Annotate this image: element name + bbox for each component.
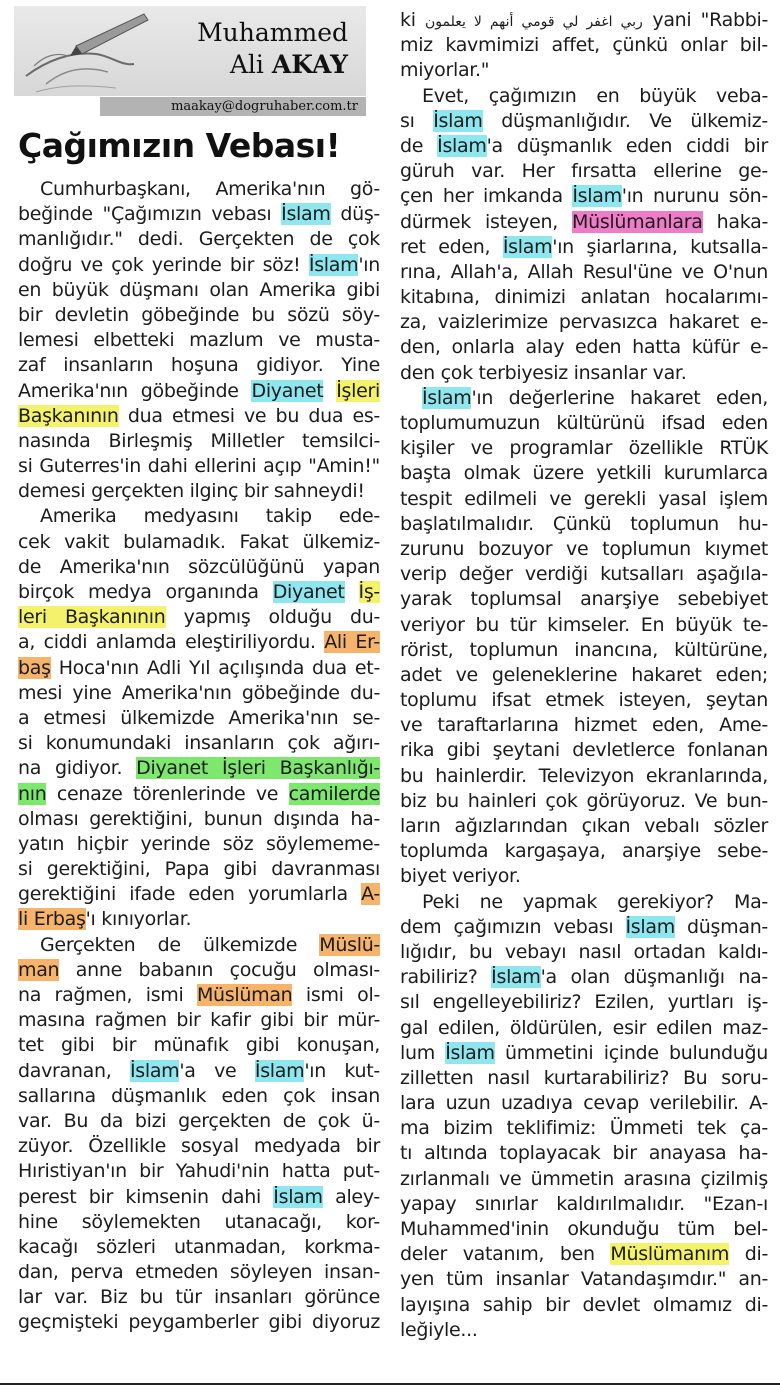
highlighted-term: İslam (572, 185, 622, 208)
highlighted-term: İslam (433, 109, 483, 132)
text-span: yapmış olduğu du- (165, 606, 381, 629)
text-span: toplumu ifsat etmek isteyen, şeytan (400, 689, 768, 712)
text-line (18, 882, 380, 907)
text-line (18, 1185, 380, 1210)
text-line (400, 487, 768, 512)
text-line (400, 789, 768, 814)
text-span: lığıdır, bu vebayı nasıl ortadan kaldı- (400, 940, 768, 963)
text-span: çen her imkanda (400, 185, 573, 208)
text-line (400, 109, 768, 134)
text-line (400, 512, 768, 537)
text-span: lar var. Biz bu tür insanları görünce (18, 1286, 380, 1309)
text-line (400, 965, 768, 990)
text-span: toplumumuzun kültürünü ifsad eden (400, 412, 768, 434)
text-line (18, 756, 380, 781)
text-span: ismi ol- (292, 984, 380, 1006)
text-span: hine söylemekten utanacağı, kor- (18, 1210, 380, 1233)
text-span: nasında Birleşmiş Milletler temsilci- (18, 429, 380, 452)
text-span: rörist, toplumun inancına, kültürüne, (400, 638, 768, 661)
text-span: güruh var. Her fırsatta ellerine ge- (400, 160, 768, 183)
text-line (18, 681, 380, 706)
text-line (18, 1260, 380, 1285)
text-span: 'a olan düşmanlığı na- (540, 966, 768, 989)
text-line (400, 436, 768, 461)
highlighted-term: leri Başkanının (18, 606, 166, 629)
text-line (18, 1033, 380, 1058)
text-span: verip değer verdiği kutsalları aşağıla- (400, 563, 768, 586)
text-line (400, 310, 768, 335)
text-span: gerektiğini ifade eden yorumlarla (18, 883, 362, 906)
text-line (18, 177, 380, 202)
text-span: var. Bu da bizi gerçekten de çok ü- (18, 1109, 380, 1132)
text-span: masına rağmen bir kafir gibi bir mür- (18, 1009, 380, 1032)
highlighted-term: Diyanet (272, 581, 345, 603)
columnist-header (14, 6, 366, 118)
text-span: 'ın değerlerine hakaret eden, (471, 386, 768, 409)
text-span: düşman- (674, 915, 768, 938)
text-span: anne babanın çocuğu olması- (59, 958, 380, 981)
text-line (18, 303, 380, 328)
text-span: yarak toplumsal anarşiye sebebiyet (400, 588, 768, 611)
text-line (400, 990, 768, 1015)
text-line (400, 814, 768, 839)
text-span (323, 380, 336, 402)
text-span: dem çağımızın vebası (400, 915, 626, 938)
text-line (400, 537, 768, 562)
highlighted-term: İslam (422, 386, 472, 409)
text-span: toplumda kargaşaya, anarşiye sebe- (400, 840, 768, 863)
text-span: yani "Rabbi- (642, 9, 769, 31)
text-line (400, 1318, 768, 1343)
text-line (400, 8, 768, 33)
text-line (400, 159, 768, 184)
text-span: sı (400, 109, 434, 132)
text-span: tespit edilmeli ve gerekli yasal işlem (400, 487, 768, 510)
highlighted-term: Müslümanlara (571, 210, 703, 233)
text-line (18, 278, 380, 303)
text-line (400, 58, 768, 83)
text-span: perest bir kimsenin dahi (18, 1185, 274, 1208)
text-span: za, vaizlerimize pervasızca hakaret e- (400, 311, 768, 334)
text-span: züyor. Özellikle sosyal medyada bir (18, 1135, 380, 1158)
text-line (18, 1109, 380, 1134)
text-line (18, 479, 380, 504)
text-line (18, 530, 380, 555)
text-span: tı altında toplayacak bir anayasa ha- (400, 1142, 768, 1165)
highlighted-term: nın (18, 782, 47, 805)
text-line (400, 335, 768, 360)
text-span: kacağı sözleri utanmadan, korkma- (18, 1235, 380, 1258)
text-line (18, 907, 380, 932)
highlighted-term: man (18, 958, 60, 981)
text-line (400, 411, 768, 436)
text-span: rika gibi şeytani devletlerce fonlanan (400, 739, 768, 762)
text-line (18, 656, 380, 681)
text-line (18, 605, 380, 630)
highlighted-term: Başkanının (18, 404, 119, 427)
text-span: layışına sahip bir devlet olmamız di- (400, 1293, 768, 1316)
highlighted-term: İslam (129, 1059, 180, 1082)
text-span: si gerektiğini, Papa gibi davranması (18, 858, 380, 881)
text-line (18, 1210, 380, 1235)
text-line (18, 253, 380, 278)
text-line (18, 807, 380, 832)
text-span: zilletten nasıl kurtarabiliriz? Bu soru- (400, 1066, 768, 1089)
text-span: yatın hiçbir yerinde söz söylememe- (18, 832, 380, 855)
text-span: miz kavmimizi affet, çünkü onlar bil- (400, 34, 768, 57)
highlighted-term: İslam (308, 253, 359, 276)
text-span: veriyor bu tür kimseler. En büyük te- (400, 613, 768, 636)
text-span: di- (729, 1243, 768, 1266)
text-span: leğiyle... (400, 1318, 478, 1341)
text-line (400, 285, 768, 310)
highlighted-term: İslam (273, 1185, 323, 1208)
text-span: lara uzun uzadıya cevap verilebilir. A- (400, 1092, 768, 1115)
highlighted-term: Ali Er- (324, 631, 380, 654)
text-line (18, 983, 380, 1008)
highlighted-term: A- (361, 883, 380, 906)
text-span: rabiliriz? (400, 966, 492, 989)
text-line (18, 958, 380, 983)
text-line (18, 379, 380, 404)
author-given-name: Ali (229, 50, 272, 79)
text-line (18, 1159, 380, 1184)
text-span: na gidiyor. (18, 757, 137, 780)
article-headline: Çağımızın Vebası! (18, 126, 341, 165)
highlighted-term: Diyanet İşleri Başkanlığı- (136, 757, 380, 780)
highlighted-term: İslam (625, 915, 675, 938)
text-span: Amerika medyasını takip ede- (40, 505, 380, 528)
text-span: 'ı kınıyorlar. (85, 908, 192, 931)
text-span: si konumundaki insanların çok ağırı- (18, 732, 380, 755)
text-line (400, 713, 768, 738)
text-span: yen tüm insanlar Vatandaşımdır." an- (400, 1268, 768, 1291)
text-line (18, 1084, 380, 1109)
text-line (400, 890, 768, 915)
text-line (400, 1217, 768, 1242)
text-span: mesi yine Amerika'nın göbeğinde du- (18, 681, 380, 704)
text-span: dua etmesi ve bu dua es- (118, 404, 380, 427)
text-line (18, 454, 380, 479)
text-span: 'ın şiarlarına, kutsalla- (552, 235, 768, 258)
text-line (18, 202, 380, 227)
highlighted-term: İslam (491, 966, 541, 989)
text-span: olması gerektiğini, bunun dışında ha- (18, 807, 380, 830)
text-span: dan, perva etmeden söyleyen insan- (18, 1261, 380, 1284)
text-span: lemesi elbetteki mazlum ve musta- (18, 329, 380, 352)
text-line (400, 915, 768, 940)
text-span: birçok medya organında (18, 581, 273, 603)
text-line (400, 688, 768, 713)
text-line (400, 361, 768, 386)
text-span: deler vatanım, ben (400, 1243, 611, 1266)
text-span: ki (400, 9, 425, 31)
highlighted-term: Müslü- (319, 933, 380, 956)
text-span: ların ağızlarından çıkan vebalı sözler (400, 815, 768, 837)
author-logo-box (14, 6, 366, 96)
text-span: haka- (702, 210, 768, 233)
text-span: cenaze törenlerinde ve (46, 782, 289, 805)
highlighted-term: Müslümanım (610, 1243, 730, 1266)
highlighted-term: İş- (358, 581, 380, 603)
text-line (400, 1141, 768, 1166)
text-span: Cumhurbaşkanı, Amerika'nın gö- (40, 178, 380, 200)
text-span: geçmişteki peygamberler gibi diyoruz (18, 1311, 380, 1334)
text-line (400, 235, 768, 260)
text-span: den, onlarla alay eden hatta küfür e- (400, 336, 768, 359)
text-span: zırlanmalı ve ümmetin arasına çizilmiş (400, 1167, 768, 1190)
author-last-name (230, 50, 348, 79)
text-span: cek vakit bulamadık. Fakat ülkemiz- (18, 530, 380, 553)
text-span: ve taraftarlarına hizmet eden, Ame- (400, 714, 768, 737)
text-span: rına, Allah'a, Allah Resul'üne ve O'nun (400, 260, 768, 283)
pen-drawing-icon (16, 6, 166, 96)
text-span: den çok terbiyesiz insanlar var. (400, 361, 687, 384)
text-span: davranan, (18, 1059, 130, 1082)
text-line (18, 1059, 380, 1084)
highlighted-term: İslam (445, 1041, 495, 1064)
text-span: Hoca'nın Adli Yıl açılışında dua et- (50, 656, 380, 679)
text-line (18, 580, 380, 605)
text-line (400, 184, 768, 209)
text-span: dürmek isteyen, (400, 210, 572, 233)
text-line (400, 940, 768, 965)
text-span: de (400, 134, 438, 157)
text-line (400, 663, 768, 688)
text-line (400, 1192, 768, 1217)
author-surname: AKAY (271, 50, 348, 79)
text-span: 'ın kut- (304, 1059, 380, 1082)
author-email[interactable]: maakay@dogruhaber.com.tr (100, 97, 366, 116)
highlighted-term: baş (18, 656, 51, 679)
article-column-left (18, 177, 380, 1336)
text-line (400, 839, 768, 864)
text-line (18, 328, 380, 353)
text-line (400, 1066, 768, 1091)
text-span: Peki ne yapmak gerekiyor? Ma- (422, 890, 768, 913)
text-span: a, ciddi anlamda eleştiriliyordu. (18, 631, 325, 654)
text-line (400, 562, 768, 587)
text-span (345, 581, 359, 603)
highlighted-term: İslam (502, 235, 553, 258)
highlighted-term: camilerde (288, 782, 380, 805)
text-span: biyet veriyor. (400, 865, 521, 888)
text-span: na rağmen, ismi (18, 984, 197, 1006)
text-line (400, 386, 768, 411)
text-span: zurunu bozuyor ve toplumun kıymet (400, 537, 768, 560)
text-span: Amerika'nın göbeğinde (18, 379, 252, 402)
text-line (400, 1116, 768, 1141)
text-span: 'ın nurunu sön- (621, 185, 768, 208)
text-span: en büyük düşmanı olan Amerika gibi (18, 278, 380, 301)
highlighted-term: İslam (254, 1059, 305, 1082)
text-line (400, 260, 768, 285)
text-span: Evet, çağımızın en büyük veba- (422, 84, 768, 107)
text-span: 'ın (358, 253, 380, 276)
text-line (18, 731, 380, 756)
text-line (400, 134, 768, 159)
text-span: manlığıdır." dedi. Gerçekten de çok (18, 228, 380, 251)
text-span: adet ve geleneklerine hakaret eden; (400, 663, 768, 686)
text-line (400, 764, 768, 789)
text-line (400, 864, 768, 889)
text-line (18, 1310, 380, 1335)
text-line (400, 1041, 768, 1066)
text-span: gal edilen, öldürülen, esir edilen maz- (400, 1016, 768, 1039)
text-span: demesi gerçekten ilginç bir sahneydi! (18, 480, 365, 503)
text-line (400, 638, 768, 663)
text-line (18, 933, 380, 958)
text-span: 'a ve (179, 1059, 255, 1082)
text-line (18, 1235, 380, 1260)
text-span: beğinde "Çağımızın vebası (18, 203, 282, 226)
text-span: ret eden, (400, 235, 503, 258)
text-span: lum (400, 1041, 446, 1064)
highlighted-term: Diyanet (251, 379, 324, 402)
text-span: bir devletin göbeğinde bu sözü söy- (18, 303, 380, 326)
text-line (18, 706, 380, 731)
text-span: aley- (322, 1185, 380, 1208)
text-line (400, 738, 768, 763)
text-line (18, 1008, 380, 1033)
text-span: Hıristiyan'ın bir Yahudi'nin hatta put- (18, 1160, 380, 1183)
text-span: doğru ve çok yerinde bir söz! (18, 253, 309, 276)
highlighted-term: Müslüman (196, 984, 293, 1006)
bottom-divider (0, 1383, 780, 1385)
text-line (18, 404, 380, 429)
text-line (18, 832, 380, 857)
text-line (400, 1242, 768, 1267)
text-line (400, 1091, 768, 1116)
text-span: sallarına düşmanlık eden çok insan (18, 1084, 380, 1107)
text-span: si Guterres'in dahi ellerini açıp "Amin!" (18, 455, 380, 478)
text-line (18, 555, 380, 580)
text-span: başta olmak üzere yetkili kurumlarca (400, 462, 768, 485)
text-span: ma bizim teklifimiz: Ümmeti tek ça- (400, 1117, 768, 1140)
text-line (18, 504, 380, 529)
text-line (400, 210, 768, 235)
text-span: miyorlar." (400, 59, 490, 82)
text-line (400, 587, 768, 612)
text-span: ümmetini içinde bulunduğu (494, 1041, 768, 1064)
text-span: 'a düşmanlık eden ciddi bir (486, 134, 769, 157)
text-line (400, 1293, 768, 1318)
highlighted-term: li Erbaş (18, 908, 86, 931)
text-line (18, 227, 380, 252)
text-span: kitabına, dinimizi anlatan hocalarımı- (400, 286, 768, 309)
text-span: Muhammed'inin okunduğu tüm bel- (400, 1218, 768, 1240)
text-line (18, 429, 380, 454)
text-line (400, 1016, 768, 1041)
text-span: başlatılmalıdır. Çünkü toplumun hu- (400, 512, 768, 535)
arabic-quote: ربي اغفر لي قومي أنهم لا يعلمون (424, 14, 643, 30)
text-line (400, 1167, 768, 1192)
text-span: de Amerika'nın sözcülüğünü yapan (18, 555, 380, 578)
text-line (18, 630, 380, 655)
text-span: kişiler ve programlar özellikle RTÜK (400, 437, 768, 460)
text-span: düş- (330, 203, 380, 226)
text-line (400, 84, 768, 109)
text-span: yapay sınırlar kaldırılmalıdır. "Ezan-ı (400, 1192, 768, 1215)
text-line (400, 613, 768, 638)
text-span: bu hainlerdir. Televizyon ekranlarında, (400, 764, 768, 787)
text-line (18, 1285, 380, 1310)
text-line (18, 782, 380, 807)
text-span: biz bu hainleri çok görüyoruz. Ve bun- (400, 789, 768, 812)
highlighted-term: İslam (437, 134, 487, 157)
text-line (18, 857, 380, 882)
text-span: sıl engelleyebiliriz? Ezilen, yurtları iş- (400, 991, 768, 1014)
text-line (400, 33, 768, 58)
text-line (400, 1267, 768, 1292)
text-span: düşmanlığıdır. Ve ülkemiz- (482, 109, 768, 132)
text-line (400, 461, 768, 486)
text-span: tet gibi bir münafık gibi konuşan, (18, 1034, 380, 1057)
highlighted-term: İslam (281, 203, 331, 226)
author-first-name: Muhammed (197, 18, 348, 47)
text-line (18, 1134, 380, 1159)
text-span: zaf insanların hoşuna gidiyor. Yine (18, 354, 380, 377)
text-span: a etmesi ülkemizde Amerika'nın se- (18, 706, 380, 729)
highlighted-term: İşleri (336, 379, 380, 402)
text-span: Gerçekten de ülkemizde (40, 933, 320, 956)
text-line (18, 353, 380, 378)
article-column-right (400, 8, 768, 1343)
